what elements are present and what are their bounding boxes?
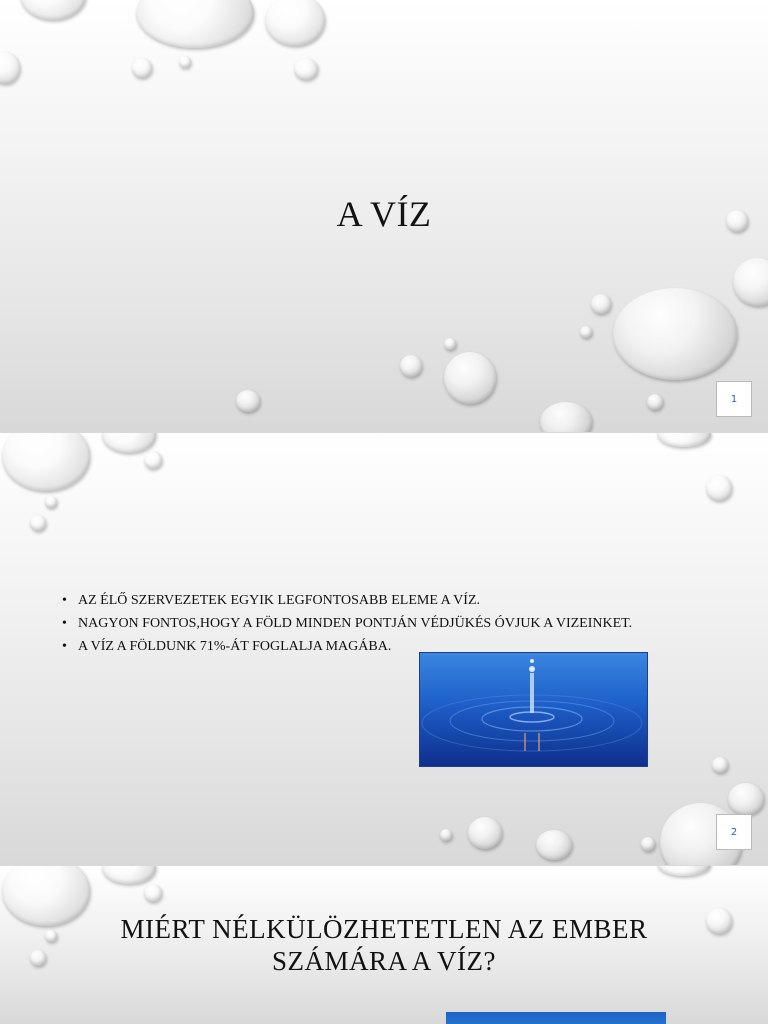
water-droplet: [728, 783, 764, 815]
water-droplet: [591, 294, 611, 314]
slide-2: [0, 433, 768, 865]
water-droplet: [0, 52, 20, 84]
bullet-item: • A VÍZ A FÖLDUNK 71%-ÁT FOGLALJA MAGÁBA.: [62, 636, 642, 658]
slide-3: [0, 866, 768, 1024]
water-droplet: [265, 0, 325, 46]
water-droplet: [136, 0, 254, 48]
bullet-item: • AZ ÉLŐ SZERVEZETEK EGYIK LEGFONTOSABB ELEME A VÍZ.: [62, 590, 642, 612]
water-droplet: [712, 757, 728, 773]
slide-title: [0, 913, 768, 977]
water-droplet: [468, 817, 502, 849]
slide-title-line-1: MIÉRT NÉLKÜLÖZHETETLEN AZ EMBER: [120, 914, 648, 944]
water-droplet: [294, 58, 318, 80]
water-droplet: [20, 0, 86, 20]
water-droplet: [179, 56, 191, 68]
water-droplet: [657, 433, 711, 447]
bullet-item: • NAGYON FONTOS,HOGY A FÖLD MINDEN PONTJÁN VÉDJÜKÉS ÓVJUK A VIZEINKET.: [62, 613, 642, 635]
slide-number-badge: 2: [716, 814, 752, 850]
water-droplet: [580, 326, 592, 338]
water-droplet: [102, 866, 156, 884]
water-droplet: [440, 829, 452, 841]
water-droplet: [444, 338, 456, 350]
water-droplet: [102, 433, 156, 453]
water-droplet: [30, 515, 46, 531]
water-droplet: [657, 866, 711, 876]
slide-1: [0, 0, 768, 432]
water-droplet: [45, 496, 57, 508]
water-droplet: [132, 58, 152, 78]
water-droplet: [400, 355, 422, 377]
water-droplet: [536, 830, 572, 860]
slide-number-badge: 1: [716, 381, 752, 417]
water-droplet: [144, 884, 162, 902]
water-droplet: [540, 402, 592, 432]
water-droplet: [444, 352, 496, 404]
water-droplet: [706, 475, 732, 501]
water-drop-photo: [419, 652, 648, 767]
water-droplet: [733, 258, 768, 306]
slide-photo: [446, 1012, 666, 1024]
slide-title-line-2: SZÁMÁRA A VÍZ?: [271, 946, 497, 976]
water-droplet: [144, 451, 162, 469]
water-droplet: [236, 390, 260, 412]
water-droplet: [613, 288, 737, 380]
water-droplet: [2, 433, 90, 491]
slide-title: A VÍZ: [336, 194, 432, 234]
water-droplet: [647, 394, 663, 410]
water-droplet: [641, 837, 655, 851]
bullet-list: [62, 590, 642, 659]
